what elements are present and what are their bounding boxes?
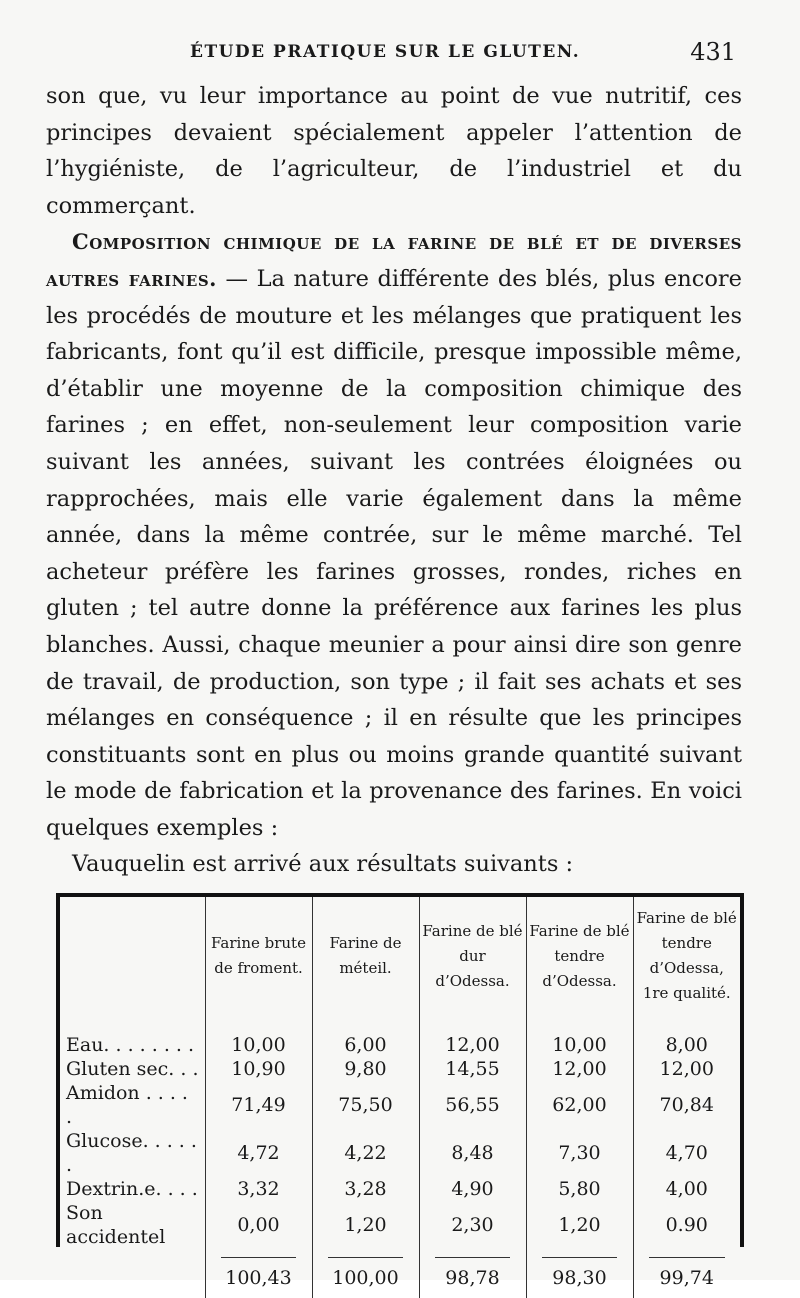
column-header: Farine de blé tendre d’Odessa, 1re qualité. [633, 897, 740, 1015]
table-cell: 9,80 [312, 1057, 419, 1081]
table-cell: 10,00 [526, 1015, 633, 1057]
table-cell: 6,00 [312, 1015, 419, 1057]
table-row [60, 1201, 740, 1249]
table-cell: 1,20 [526, 1201, 633, 1249]
table-cell: 7,30 [526, 1129, 633, 1177]
body-text [46, 78, 742, 883]
total-value: 100,43 [221, 1257, 296, 1298]
total-cell [205, 1249, 312, 1298]
column-header: Farine de blé tendre d’Odessa. [526, 897, 633, 1015]
row-label: Glucose. . . . . . [66, 1130, 197, 1176]
page-number: 431 [690, 38, 736, 66]
paragraph-intro: son que, vu leur importance au point de vue nutritif, ces principes devaient spécialement appeler l’attention de l’hygiéniste, de l’agriculteur, de l’industriel et du commerçant. [46, 83, 742, 219]
table-cell: 3,28 [312, 1177, 419, 1201]
total-cell [526, 1249, 633, 1298]
table-cell: 12,00 [419, 1015, 526, 1057]
table-cell: 2,30 [419, 1201, 526, 1249]
table-cell: 3,32 [205, 1177, 312, 1201]
table-cell: 4,72 [205, 1129, 312, 1177]
row-label: Eau. . . . . . . . [66, 1034, 195, 1056]
table-cell: 56,55 [419, 1081, 526, 1129]
table-cell: 0.90 [633, 1201, 740, 1249]
table-cell: 4,00 [633, 1177, 740, 1201]
paragraph-composition-text: — La nature différente des blés, plus encore les procédés de mouture et les mélanges que pratiquent les fabricants, font qu’il est difficile, presque impossible même, d’établir une moyenne de la composition chimique des farines ; en effet, non-seulement leur composition varie suivant les années, suivant les contrées éloignées ou rapprochées, mais elle varie également dans la même année, dans la même contrée, sur le même marché. Tel acheteur préfère les farines grosses, rondes, riches en gluten ; tel autre donne la préférence aux farines les plus blanches. Aussi, chaque meunier a pour ainsi dire son genre de travail, de production, son type ; il fait ses achats et ses mélanges en conséquence ; il en résulte que les principes constituants sont en plus ou moins grande quantité suivant le mode de fabrication et la provenance des farines. En voici quelques exemples : [46, 265, 742, 841]
table-row [60, 1057, 740, 1081]
row-label: Amidon . . . . . [66, 1082, 188, 1128]
table-cell: 71,49 [205, 1081, 312, 1129]
table-cell: 14,55 [419, 1057, 526, 1081]
composition-table [60, 897, 740, 1298]
total-value: 99,74 [649, 1257, 725, 1298]
page-header [40, 38, 740, 72]
table-corner [60, 897, 205, 1015]
table-cell: 62,00 [526, 1081, 633, 1129]
total-value: 98,30 [542, 1257, 617, 1298]
composition-table-frame [56, 893, 744, 1289]
column-header: Farine de méteil. [312, 897, 419, 1015]
section-heading: Composition chimique de la farine de blé et de diverses autres farines. [46, 229, 742, 291]
total-cell [419, 1249, 526, 1298]
table-cell: 5,80 [526, 1177, 633, 1201]
table-cell: 8,48 [419, 1129, 526, 1177]
table-cell: 10,00 [205, 1015, 312, 1057]
table-row [60, 1177, 740, 1201]
total-label [60, 1249, 205, 1298]
table-row [60, 1015, 740, 1057]
row-label: Gluten sec. . . [66, 1058, 199, 1080]
total-value: 100,00 [328, 1257, 403, 1298]
table-row [60, 1081, 740, 1129]
table-cell: 8,00 [633, 1015, 740, 1057]
table-cell: 4,90 [419, 1177, 526, 1201]
total-cell [633, 1249, 740, 1298]
row-label: Dextrin.e. . . . [66, 1178, 198, 1200]
table-row [60, 1129, 740, 1177]
table-cell: 0,00 [205, 1201, 312, 1249]
row-label: Son accidentel [66, 1202, 166, 1248]
table-cell: 12,00 [526, 1057, 633, 1081]
table-cell: 4,70 [633, 1129, 740, 1177]
paragraph-composition [46, 224, 742, 846]
total-cell [312, 1249, 419, 1298]
total-value: 98,78 [435, 1257, 510, 1298]
column-header: Farine brute de froment. [205, 897, 312, 1015]
column-header: Farine de blé dur d’Odessa. [419, 897, 526, 1015]
table-header-row [60, 897, 740, 1015]
table-cell: 1,20 [312, 1201, 419, 1249]
running-title: ÉTUDE PRATIQUE SUR LE GLUTEN. [190, 42, 581, 62]
table-cell: 12,00 [633, 1057, 740, 1081]
table-cell: 75,50 [312, 1081, 419, 1129]
table-cell: 70,84 [633, 1081, 740, 1129]
paragraph-vauquelin: Vauquelin est arrivé aux résultats suivants : [72, 851, 574, 878]
table-cell: 10,90 [205, 1057, 312, 1081]
table-total-row [60, 1249, 740, 1298]
table-cell: 4,22 [312, 1129, 419, 1177]
